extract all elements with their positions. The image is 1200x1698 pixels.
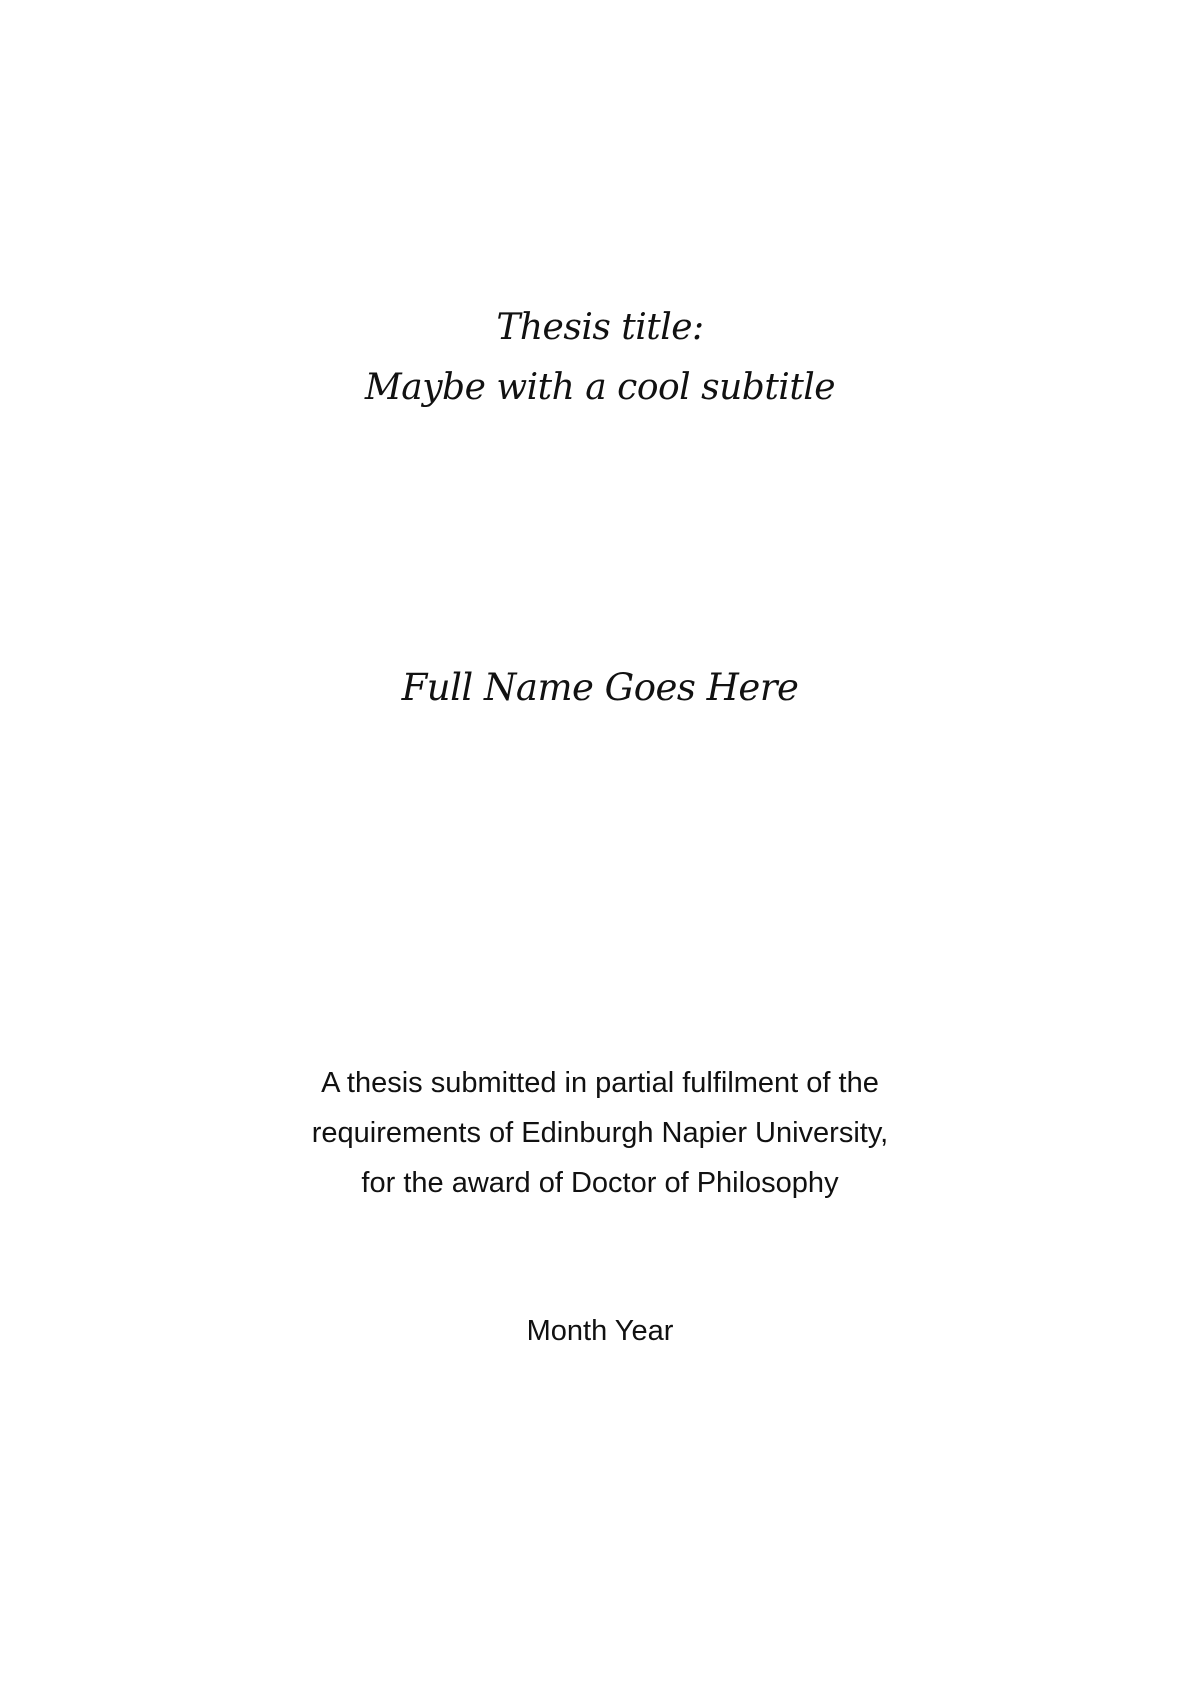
statement-line-2: requirements of Edinburgh Napier University, <box>311 1117 889 1149</box>
statement-line-3: for the award of Doctor of Philosophy <box>361 1167 839 1199</box>
thesis-title <box>0 298 1200 418</box>
submission-date: Month Year <box>526 1315 674 1347</box>
author-name: Full Name Goes Here <box>401 666 799 709</box>
submission-statement <box>0 1058 1200 1208</box>
title-main: Thesis title: <box>496 307 704 348</box>
statement-line-1: A thesis submitted in partial fulfilment of the <box>321 1067 879 1099</box>
title-subtitle: Maybe with a cool subtitle <box>364 367 836 408</box>
